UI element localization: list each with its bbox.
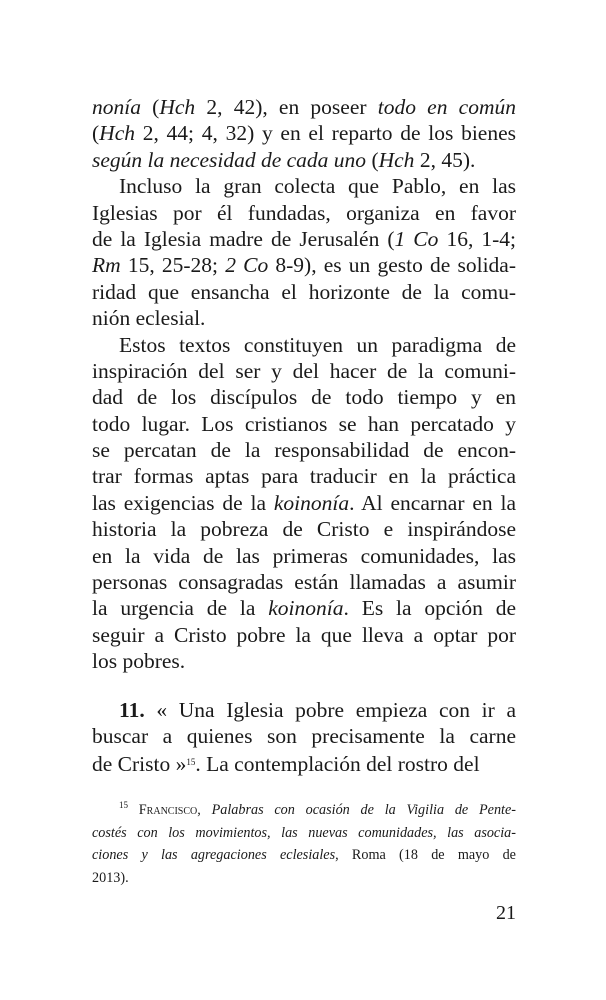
text-run: 8-9), es un gesto de solida- bbox=[268, 253, 517, 278]
italic-text: costés con los movimientos, las nuevas comunidades, las asocia- bbox=[92, 824, 516, 841]
text-run: ( bbox=[140, 95, 160, 119]
text-run: Estos textos constituyen un paradigma de bbox=[119, 332, 516, 357]
paragraph-paradigm bbox=[92, 332, 516, 675]
text-run: las exigencias de la bbox=[92, 490, 274, 515]
text-line bbox=[92, 120, 516, 146]
text-line bbox=[92, 94, 516, 120]
text-line bbox=[92, 332, 516, 358]
text-run: la urgencia de la bbox=[92, 596, 269, 621]
text-run: Iglesias por él fundadas, organiza en favor bbox=[92, 200, 516, 225]
text-line bbox=[92, 279, 516, 305]
italic-text: según la necesidad de cada uno bbox=[92, 147, 367, 172]
text-run: dad de los discípulos de todo tiempo y en bbox=[92, 385, 516, 410]
text-run: de la Iglesia madre de Jerusalén ( bbox=[92, 226, 395, 251]
text-run: de Cristo » bbox=[92, 752, 187, 777]
italic-text: 1 Co bbox=[394, 226, 439, 251]
text-line bbox=[92, 226, 516, 252]
text-run: 15, 25-28; bbox=[120, 253, 226, 278]
page-number: 21 bbox=[496, 902, 516, 924]
paragraph-collection bbox=[92, 173, 516, 331]
text-line bbox=[92, 569, 516, 595]
text-line bbox=[92, 384, 516, 410]
italic-text: nonía bbox=[92, 95, 141, 119]
text-line bbox=[92, 867, 516, 890]
page-body bbox=[92, 94, 516, 776]
text-run: historia la pobreza de Cristo e inspirándose bbox=[92, 517, 516, 542]
text-line bbox=[92, 595, 516, 621]
paragraph-number: 11. bbox=[119, 697, 145, 722]
text-line bbox=[92, 173, 516, 199]
text-line bbox=[92, 543, 516, 569]
text-line bbox=[92, 147, 516, 173]
text-run: 2, 44; 4, 32) y en el reparto de los bienes bbox=[135, 121, 516, 146]
text-run: , Roma (18 de mayo de bbox=[335, 847, 516, 864]
italic-text: Hch bbox=[99, 121, 135, 146]
text-line bbox=[92, 437, 516, 463]
footnote-ref: 15 bbox=[119, 800, 128, 810]
italic-text: Rm bbox=[92, 253, 121, 278]
text-line bbox=[92, 697, 516, 723]
text-run: todo lugar. Los cristianos se han percatado y bbox=[92, 411, 516, 436]
text-line bbox=[92, 844, 516, 867]
text-run: . Al encarnar en la bbox=[349, 490, 516, 515]
footnote-15 bbox=[92, 794, 516, 889]
footnote-ref: 15 bbox=[186, 757, 196, 768]
text-line bbox=[92, 794, 516, 822]
italic-text: koinonía bbox=[273, 490, 350, 515]
text-run: ridad que ensancha el horizonte de la comu- bbox=[92, 279, 516, 304]
text-line bbox=[92, 749, 516, 775]
text-run: . La contemplación del rostro del bbox=[195, 752, 480, 777]
text-line bbox=[92, 822, 516, 845]
text-run: ( bbox=[366, 147, 379, 172]
italic-text: koinonía bbox=[268, 596, 344, 621]
text-line bbox=[92, 411, 516, 437]
text-run: 2, 45). bbox=[414, 147, 476, 172]
text-line bbox=[92, 200, 516, 226]
text-run: en la vida de las primeras comunidades, las bbox=[92, 543, 516, 568]
text-run bbox=[128, 802, 139, 818]
text-line bbox=[92, 305, 516, 331]
paragraph-11 bbox=[92, 697, 516, 776]
text-line bbox=[92, 723, 516, 749]
text-run: Incluso la gran colecta que Pablo, en las bbox=[119, 174, 516, 199]
text-run: seguir a Cristo pobre la que lleva a optar por bbox=[92, 622, 516, 647]
text-run: . Es la opción de bbox=[343, 596, 516, 621]
text-run: ( bbox=[92, 121, 100, 146]
paragraph-continuation bbox=[92, 94, 516, 173]
italic-text: 2 Co bbox=[225, 253, 269, 278]
text-run: se percatan de la responsabilidad de encon- bbox=[92, 438, 516, 463]
text-run: trar formas aptas para traducir en la práctica bbox=[92, 464, 516, 489]
italic-text: Palabras con ocasión de la Vigilia de Pente- bbox=[211, 802, 517, 818]
text-line bbox=[92, 648, 516, 674]
text-run: « Una Iglesia pobre empieza con ir a bbox=[144, 697, 516, 722]
text-line bbox=[92, 516, 516, 542]
text-line bbox=[92, 358, 516, 384]
text-run: 2, 42), en poseer bbox=[195, 95, 378, 119]
text-run: Francisco bbox=[138, 802, 198, 818]
text-run: nión eclesial. bbox=[92, 306, 206, 331]
text-run: , bbox=[197, 802, 212, 818]
text-run: inspiración del ser y del hacer de la comuni- bbox=[92, 358, 516, 383]
italic-text: ciones y las agregaciones eclesiales bbox=[92, 847, 336, 864]
text-line bbox=[92, 463, 516, 489]
text-run: 2013). bbox=[92, 869, 129, 886]
italic-text: Hch bbox=[159, 95, 196, 119]
section-gap bbox=[92, 675, 516, 697]
text-run: personas consagradas están llamadas a asumir bbox=[92, 570, 516, 595]
text-run: los pobres. bbox=[92, 649, 186, 674]
italic-text: todo en común bbox=[377, 95, 516, 119]
text-line bbox=[92, 252, 516, 278]
text-line bbox=[92, 622, 516, 648]
text-line bbox=[92, 490, 516, 516]
text-run: 16, 1-4; bbox=[438, 226, 516, 251]
text-run: buscar a quienes son precisamente la carne bbox=[92, 723, 516, 748]
italic-text: Hch bbox=[378, 147, 415, 172]
